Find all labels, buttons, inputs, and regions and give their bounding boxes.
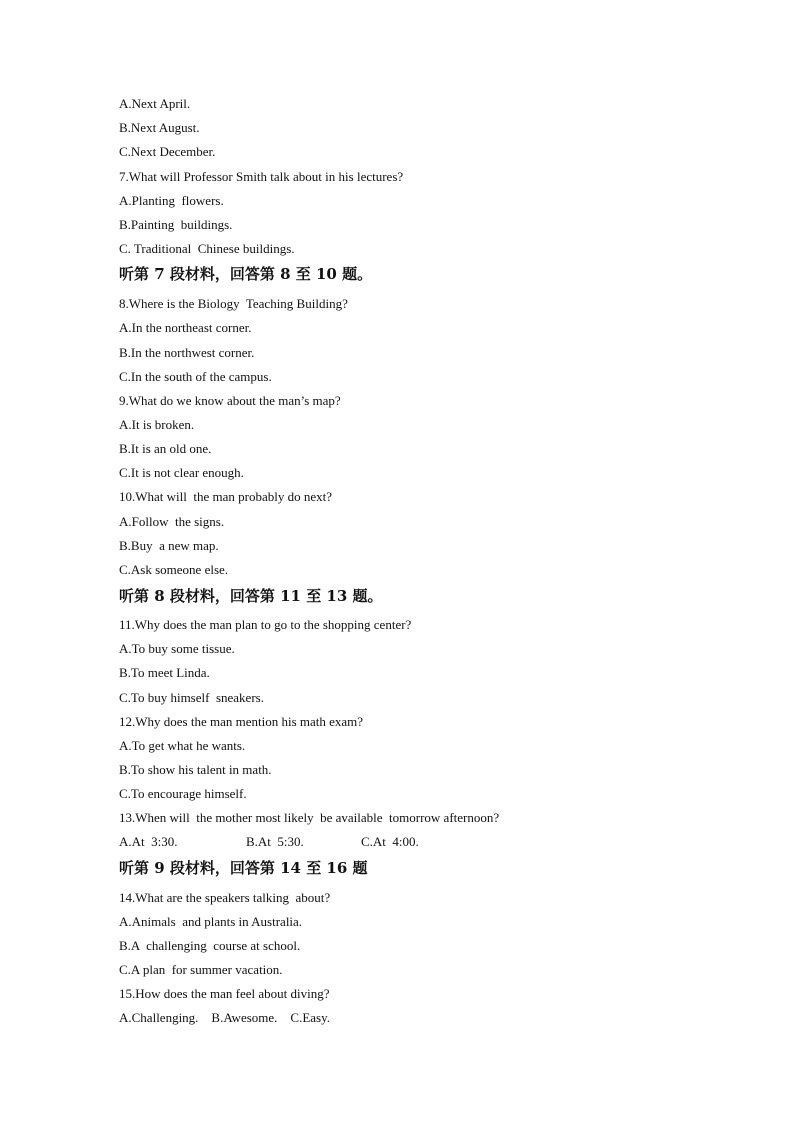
q6-option-a: A.Next April. <box>119 96 191 111</box>
q13-option-a: A.At 3:30. <box>119 834 178 849</box>
q10-option-c: C.Ask someone else. <box>119 562 229 577</box>
question-15: 15.How does the man feel about diving? <box>119 986 330 1001</box>
q10-option-a: A.Follow the signs. <box>119 514 225 529</box>
question-10: 10.What will the man probably do next? <box>119 489 333 504</box>
q8-option-c: C.In the south of the campus. <box>119 369 272 384</box>
section-heading-8: 听第 8 段材料，回答第 11 至 13 题。 <box>119 587 383 605</box>
question-11: 11.Why does the man plan to go to the shopping center? <box>119 617 412 632</box>
section-heading-9: 听第 9 段材料，回答第 14 至 16 题 <box>119 859 368 877</box>
q9-option-a: A.It is broken. <box>119 417 195 432</box>
q10-option-b: B.Buy a new map. <box>119 538 219 553</box>
q11-option-a: A.To buy some tissue. <box>119 641 235 656</box>
q15-options-row: A.Challenging. B.Awesome. C.Easy. <box>119 1010 330 1025</box>
q6-option-b: B.Next August. <box>119 120 200 135</box>
q8-option-b: B.In the northwest corner. <box>119 345 255 360</box>
q9-option-c: C.It is not clear enough. <box>119 465 244 480</box>
q14-option-c: C.A plan for summer vacation. <box>119 962 283 977</box>
q11-option-c: C.To buy himself sneakers. <box>119 690 264 705</box>
question-9: 9.What do we know about the man’s map? <box>119 393 341 408</box>
q14-option-b: B.A challenging course at school. <box>119 938 301 953</box>
q14-option-a: A.Animals and plants in Australia. <box>119 914 303 929</box>
q8-option-a: A.In the northeast corner. <box>119 320 252 335</box>
section-heading-7: 听第 7 段材料，回答第 8 至 10 题。 <box>119 265 373 283</box>
q13-option-c: C.At 4:00. <box>361 834 419 849</box>
q7-option-a: A.Planting flowers. <box>119 193 224 208</box>
q7-option-c: C. Traditional Chinese buildings. <box>119 241 295 256</box>
question-12: 12.Why does the man mention his math exam? <box>119 714 364 729</box>
question-8: 8.Where is the Biology Teaching Building? <box>119 296 348 311</box>
q12-option-b: B.To show his talent in math. <box>119 762 272 777</box>
q7-option-b: B.Painting buildings. <box>119 217 233 232</box>
question-13: 13.When will the mother most likely be available tomorrow afternoon? <box>119 810 500 825</box>
q9-option-b: B.It is an old one. <box>119 441 212 456</box>
question-14: 14.What are the speakers talking about? <box>119 890 331 905</box>
q12-option-c: C.To encourage himself. <box>119 786 247 801</box>
q6-option-c: C.Next December. <box>119 144 216 159</box>
q13-option-b: B.At 5:30. <box>246 834 304 849</box>
q11-option-b: B.To meet Linda. <box>119 665 210 680</box>
question-7: 7.What will Professor Smith talk about in his lectures? <box>119 169 404 184</box>
q12-option-a: A.To get what he wants. <box>119 738 246 753</box>
